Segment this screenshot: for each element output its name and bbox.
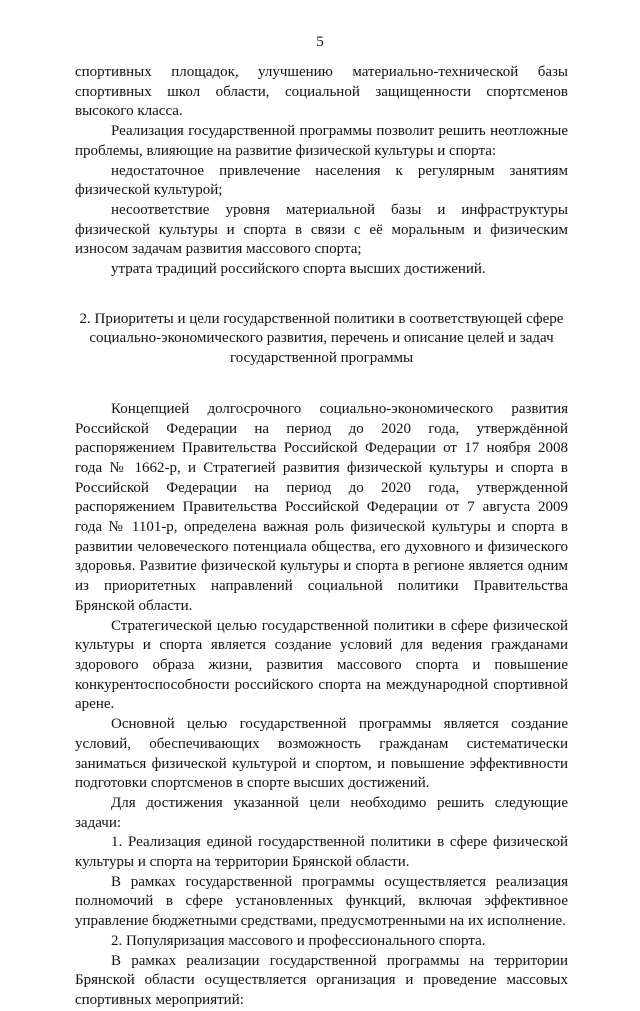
paragraph: Стратегической целью государственной политики в сфере физической культуры и спорта является создание условий для ведения гражданами здорового образа жизни, развития массового спорта и повышение конкурентоспособности российского спорта на международной спортивной арене. bbox=[75, 617, 568, 713]
task-item: 1. Реализация единой государственной политики в сфере физической культуры и спорта на территории Брянской области. bbox=[75, 834, 568, 871]
paragraph: В рамках реализации государственной программы на территории Брянской области осуществляется организация и проведение массовых спортивных мероприятий: bbox=[75, 952, 568, 1008]
section-heading bbox=[75, 310, 568, 369]
page-content bbox=[75, 63, 568, 1011]
section-heading-line: государственной программы bbox=[229, 350, 414, 367]
section-heading-line: социально-экономического развития, перечень и описание целей и задач bbox=[89, 330, 554, 347]
paragraph: Для достижения указанной цели необходимо решить следующие задачи: bbox=[75, 794, 568, 831]
page-number: 5 bbox=[316, 34, 324, 50]
paragraph: В рамках государственной программы осуществляется реализация полномочий в сфере установленных функций, включая эффективное управление бюджетными средствами, предусмотренными на их исполнение. bbox=[75, 873, 568, 930]
problem-item: недостаточное привлечение населения к регулярным занятиям физической культурой; bbox=[75, 162, 568, 199]
problem-item: несоответствие уровня материальной базы и инфраструктуры физической культуры и спорта в связи с её моральным и физическим износом задачам развития массового спорта; bbox=[75, 201, 568, 258]
paragraph: Концепцией долгосрочного социально-экономического развития Российской Федерации на период до 2020 года, утверждённой распоряжением Правительства Российской Федерации от 17 ноября 2008 года № 1662-р, и Стратегией развития физической культуры и спорта в Российской Федерации на период до 2020 года, утвержденной распоряжением Правительства Российской Федерации от 7 августа 2009 года № 1101-р, определена важная роль физической культуры и спорта в развитии человеческого потенциала общества, его духовного и физического здоровья. Развитие физической культуры и спорта в регионе является одним из приоритетных направлений социальной политики Правительства Брянской области. bbox=[75, 400, 568, 614]
paragraph: Основной целью государственной программы является создание условий, обеспечивающих возможность гражданам систематически заниматься физической культурой и спортом, и повышение эффективности подготовки спортсменов в спорте высших достижений. bbox=[75, 716, 568, 792]
task-item: 2. Популяризация массового и профессионального спорта. bbox=[111, 932, 486, 949]
section-heading-line: 2. Приоритеты и цели государственной политики в соответствующей сфере bbox=[79, 310, 564, 327]
problem-item: утрата традиций российского спорта высших достижений. bbox=[111, 261, 486, 278]
continued-paragraph: спортивных площадок, улучшению материально-технической базы спортивных школ области, социальной защищенности спортсменов высокого класса. bbox=[75, 64, 568, 120]
paragraph: Реализация государственной программы позволит решить неотложные проблемы, влияющие на развитие физической культуры и спорта: bbox=[75, 123, 568, 159]
